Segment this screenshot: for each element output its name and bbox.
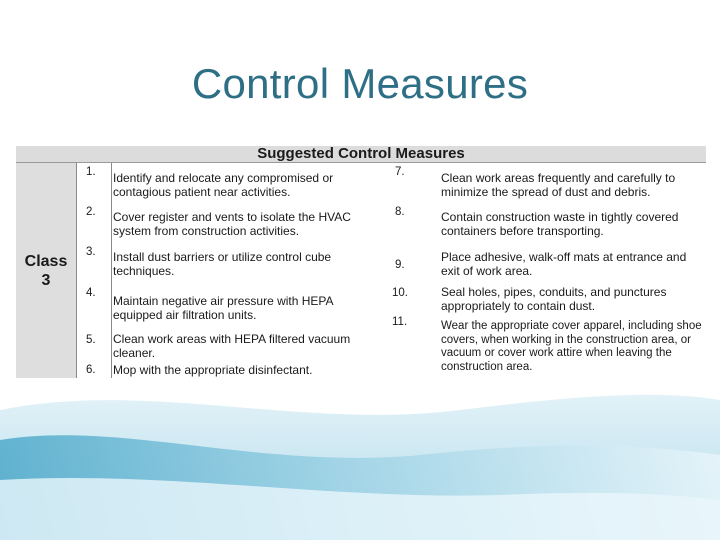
item-number: 3. [86, 246, 96, 258]
item-text: Place adhesive, walk-off mats at entrance and exit of work area. [441, 250, 687, 278]
item-number: 1. [86, 166, 96, 178]
item-number: 11. [392, 316, 408, 328]
slide-title: Control Measures [191, 60, 529, 107]
item-text: Wear the appropriate cover apparel, including shoe covers, when working in the construction area, or vacuum or cover work attire when leaving the construction area. [441, 320, 702, 373]
item-text: Mop with the appropriate disinfectant. [113, 363, 313, 377]
table-header: Suggested Control Measures [16, 146, 706, 163]
item-number: 4. [86, 287, 96, 299]
item-number: 9. [395, 259, 405, 271]
item-number: 2. [86, 206, 96, 218]
item-number: 10. [392, 287, 408, 299]
item-number: 5. [86, 334, 96, 346]
class-number: 3 [41, 271, 51, 289]
item-text: Cover register and vents to isolate the HVAC system from construction activities. [113, 210, 351, 238]
item-text: Seal holes, pipes, conduits, and punctures appropriately to contain dust. [441, 285, 667, 313]
item-text: Contain construction waste in tightly covered containers before transporting. [441, 210, 679, 238]
control-measures-table [16, 146, 706, 378]
item-text: Clean work areas with HEPA filtered vacuum cleaner. [113, 332, 351, 360]
class-cell [16, 163, 77, 378]
item-text: Clean work areas frequently and carefully to minimize the spread of dust and debris. [441, 171, 676, 199]
item-text: Maintain negative air pressure with HEPA equipped air filtration units. [113, 294, 333, 322]
class-label: Class [24, 252, 68, 270]
item-number: 7. [395, 166, 405, 178]
item-number: 8. [395, 206, 405, 218]
item-text: Identify and relocate any compromised or contagious patient near activities. [113, 171, 334, 199]
item-number: 6. [86, 364, 96, 376]
item-text: Install dust barriers or utilize control cube techniques. [113, 250, 332, 278]
